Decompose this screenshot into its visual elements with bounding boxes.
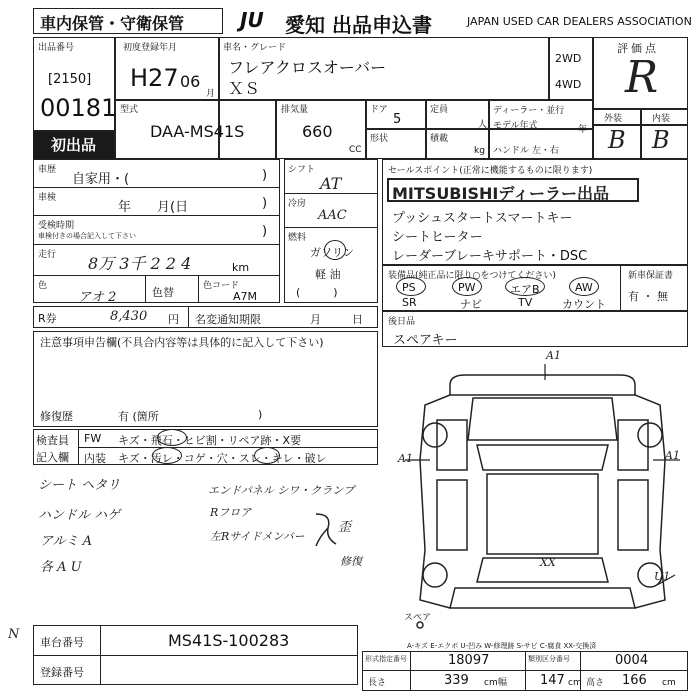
hw-right-3: 左Rサイドメンバー bbox=[210, 530, 305, 543]
fuel-alt: 軽 油 bbox=[315, 268, 341, 281]
fuel-value: ガソリン bbox=[310, 246, 354, 259]
load-label: 積載 bbox=[430, 134, 449, 144]
doors: 5 bbox=[393, 112, 402, 127]
equip-airbag-circle bbox=[505, 277, 545, 296]
usage-close: ) bbox=[262, 168, 268, 183]
inspector-label-1: 検査員 bbox=[36, 434, 69, 447]
interior-grade: B bbox=[652, 126, 670, 154]
dealer-label: ディーラー・並行 bbox=[493, 106, 565, 116]
usage-label: 車歴 bbox=[38, 165, 57, 175]
ownership-day: 日 bbox=[352, 313, 363, 326]
width-label: 幅 bbox=[498, 678, 508, 688]
storage-label: 車内保管・守衛保管 bbox=[40, 14, 185, 33]
exterior-label: 外装 bbox=[604, 114, 623, 124]
repair-history-value: 有 (箇所 bbox=[118, 410, 159, 423]
drive-2wd: 2WD bbox=[555, 52, 582, 65]
equip-ps-circle bbox=[396, 277, 426, 296]
chassis-label: 車台番号 bbox=[40, 636, 84, 649]
capacity-unit: 人 bbox=[478, 120, 488, 130]
equip-pw: PW bbox=[458, 281, 476, 294]
registration-number-label: 登録番号 bbox=[40, 666, 84, 679]
transfer-close: ) bbox=[262, 224, 268, 239]
width-value: 147 bbox=[540, 673, 565, 688]
equip-sr: SR bbox=[402, 296, 417, 309]
length-label: 長さ bbox=[368, 678, 387, 688]
chassis-mark: N bbox=[8, 627, 20, 642]
repair-history-label: 修復歴 bbox=[40, 410, 73, 423]
transfer-sub: 車検付きの場合記入して下さい bbox=[38, 232, 136, 240]
exterior-grade: B bbox=[608, 126, 626, 154]
drive-4wd: 4WD bbox=[555, 78, 582, 91]
doors-label: ドア bbox=[370, 105, 388, 115]
equipment-header: 装備品(純正品に限り○をつけてください) bbox=[388, 271, 556, 281]
grade-score: R bbox=[625, 52, 659, 103]
displacement-label: 排気量 bbox=[281, 105, 309, 115]
lot-sub: [2150] bbox=[48, 72, 92, 87]
hw-left-2: ハンドル ハゲ bbox=[38, 508, 121, 523]
handle-label: ハンドル 左・右 bbox=[493, 146, 559, 156]
fuel-circle bbox=[324, 240, 346, 260]
model-code: DAA-MS41S bbox=[150, 122, 245, 141]
sales-point-1: MITSUBISHIディーラー出品 bbox=[392, 184, 610, 203]
form-subtitle: JAPAN USED CAR DEALERS ASSOCIATION bbox=[467, 15, 692, 28]
class-label: 類別区分番号 bbox=[528, 655, 570, 663]
year-unit: 年 bbox=[578, 125, 588, 135]
warranty-value: 有 ・ 無 bbox=[628, 290, 668, 303]
lot-number-label: 出品番号 bbox=[38, 43, 75, 53]
vehicle-name-label: 車名・グレード bbox=[223, 43, 287, 53]
color-value: アオ 2 bbox=[78, 290, 117, 305]
interior-label: 内装 bbox=[652, 114, 671, 124]
fw-label: FW bbox=[84, 432, 102, 445]
length-value: 339 bbox=[444, 673, 469, 688]
height-unit: cm bbox=[662, 678, 676, 688]
model-label: 型式 bbox=[120, 105, 139, 115]
equip-ps: PS bbox=[402, 281, 416, 294]
grade-label: 評価点 bbox=[617, 42, 659, 55]
equip-aw: AW bbox=[575, 281, 593, 294]
inspection-value: 年 月(日 bbox=[118, 200, 189, 215]
fw-items: キズ・飛石・ヒビ割・リペア跡・X要 bbox=[118, 434, 302, 447]
lot-number: 00181 bbox=[40, 94, 117, 122]
recycle-yen: 円 bbox=[168, 313, 179, 326]
usage-value: 自家用・( bbox=[72, 172, 130, 187]
type-label: 形式指定番号 bbox=[365, 655, 407, 663]
sales-points-header: セールスポイント(正常に機能するものに限ります) bbox=[388, 166, 593, 176]
seller-notes-header: 注意事項申告欄(不具合内容等は具体的に記入して下さい) bbox=[40, 336, 324, 349]
interior-check-items: キズ・汚レ・コゲ・穴・スレ・キレ・破レ bbox=[118, 452, 327, 465]
fuel-paren: ( ) bbox=[296, 286, 338, 299]
damage-mark-rear: U1 bbox=[654, 570, 671, 583]
color-code-label: 色コード bbox=[203, 281, 240, 291]
mileage-value: 8万 3千 2 2 4 bbox=[88, 254, 192, 273]
hw-right-5: 修復 bbox=[340, 555, 362, 568]
later-items-value: スペアキー bbox=[393, 333, 458, 348]
ju-logo: JU bbox=[240, 8, 264, 32]
mileage-label: 走行 bbox=[38, 250, 57, 260]
sales-point-2: プッシュスタートスマートキー bbox=[392, 211, 573, 226]
inspection-close: ) bbox=[262, 196, 268, 211]
registration-label: 初度登録年月 bbox=[123, 43, 178, 53]
damage-mark-floor: XX bbox=[540, 556, 556, 569]
interior-check-label: 内装 bbox=[84, 452, 106, 465]
inspection-label: 車検 bbox=[38, 193, 57, 203]
hw-right-2: Rフロア bbox=[210, 506, 252, 519]
shape-label: 形状 bbox=[370, 134, 389, 144]
hw-bracket bbox=[312, 510, 340, 550]
color-label: 色 bbox=[38, 281, 48, 291]
load-unit: kg bbox=[474, 146, 485, 156]
width-unit: cm bbox=[568, 678, 582, 688]
fw-stone-circle bbox=[157, 429, 187, 446]
warranty-label: 新車保証書 bbox=[628, 271, 674, 281]
damage-mark-left: A1 bbox=[398, 452, 413, 465]
registration-year: H27 bbox=[130, 64, 179, 92]
damage-mark-front: A1 bbox=[546, 349, 561, 362]
chassis-number: MS41S-100283 bbox=[168, 631, 290, 650]
transfer-label: 受検時期 bbox=[38, 221, 75, 231]
registration-month: 06 bbox=[180, 72, 201, 91]
hw-left-1: シート ヘタリ bbox=[38, 478, 121, 493]
damage-mark-right: A1 bbox=[665, 449, 680, 462]
hw-right-4: 歪 bbox=[338, 520, 352, 535]
month-unit: 月 bbox=[206, 89, 216, 99]
damage-legend: A-キズ E-エクボ U-凹み W-修理跡 S-サビ C-腐食 XX-交換済 bbox=[407, 642, 597, 650]
length-unit: cm bbox=[484, 678, 498, 688]
int-scuff-circle bbox=[254, 447, 280, 464]
form-title: 愛知 出品申込書 bbox=[285, 13, 432, 37]
type-value: 18097 bbox=[448, 653, 490, 668]
recycle-amount: 8,430 bbox=[110, 309, 148, 324]
sales-point-4: レーダーブレーキサポート・DSC bbox=[392, 249, 588, 264]
hw-left-4: 各 A U bbox=[40, 560, 82, 575]
shift-label: シフト bbox=[288, 165, 316, 175]
capacity-label: 定員 bbox=[430, 105, 449, 115]
fuel-label: 燃料 bbox=[288, 233, 307, 243]
ac-value: AAC bbox=[318, 208, 347, 223]
later-items-label: 後日品 bbox=[388, 317, 416, 327]
ownership-label: 名変通知期限 bbox=[195, 313, 261, 326]
sales-point-3: シートヒーター bbox=[392, 230, 483, 245]
equip-aw-circle bbox=[569, 277, 599, 296]
height-value: 166 bbox=[622, 673, 647, 688]
ac-label: 冷房 bbox=[288, 199, 307, 209]
recycle-label: R券 bbox=[38, 312, 57, 325]
equip-pw-circle bbox=[452, 277, 482, 296]
model-year-label: モデル年式 bbox=[493, 121, 538, 131]
color-change-label: 色替 bbox=[152, 286, 174, 299]
equip-airbag: エアB bbox=[510, 283, 540, 296]
spare-label: スペア bbox=[404, 613, 432, 623]
mileage-unit: km bbox=[232, 261, 250, 274]
first-listing-badge: 初出品 bbox=[33, 131, 114, 159]
class-value: 0004 bbox=[615, 653, 649, 668]
cc-unit: CC bbox=[349, 145, 362, 155]
repair-history-close: ) bbox=[258, 408, 263, 421]
ownership-month: 月 bbox=[310, 313, 321, 326]
hw-left-3: アルミ A bbox=[40, 534, 93, 549]
height-label: 高さ bbox=[586, 678, 605, 688]
color-code: A7M bbox=[233, 290, 258, 303]
car-damage-diagram bbox=[395, 350, 690, 630]
equip-tv: TV bbox=[518, 296, 533, 309]
vehicle-grade: ＸＳ bbox=[228, 79, 261, 98]
shift-value: AT bbox=[320, 174, 342, 193]
hw-right-1: エンドパネル シワ・クランプ bbox=[208, 484, 355, 497]
inspector-label-2: 記入欄 bbox=[36, 451, 69, 464]
displacement: 660 bbox=[302, 122, 333, 141]
int-stain-circle bbox=[152, 447, 182, 464]
equip-count: カウント bbox=[562, 298, 606, 311]
vehicle-name: フレアクロスオーバー bbox=[228, 58, 387, 77]
equip-navi: ナビ bbox=[460, 298, 482, 311]
